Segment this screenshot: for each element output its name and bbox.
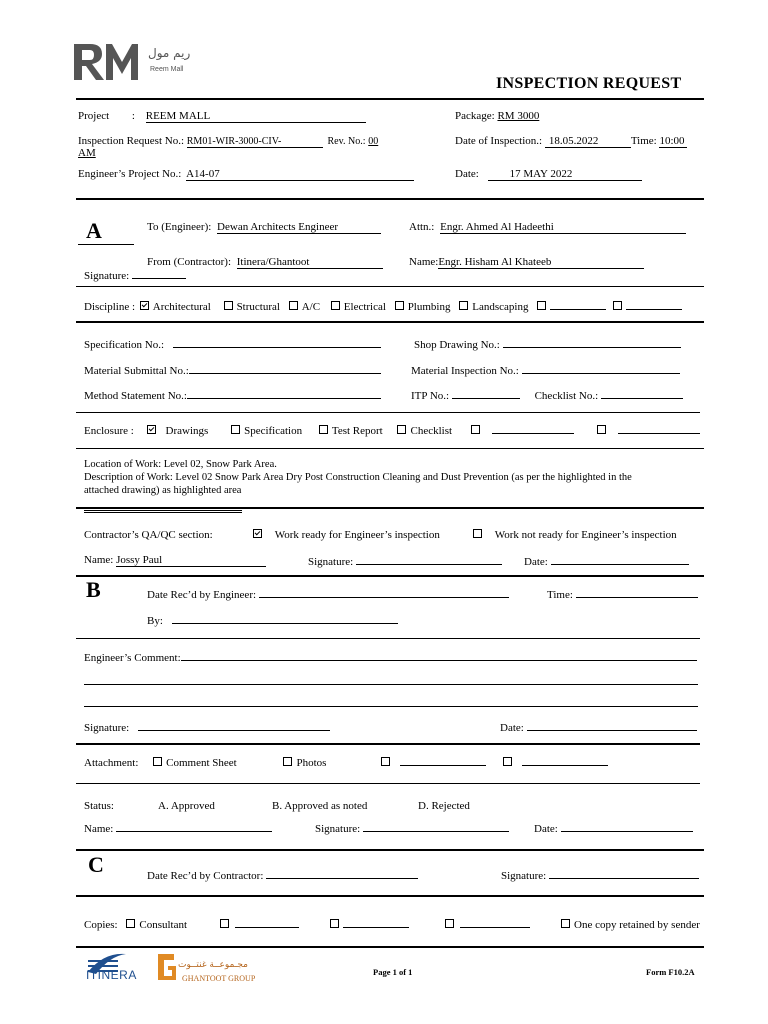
checkbox-attachment-other-1[interactable] — [381, 757, 390, 766]
spec-field[interactable] — [173, 337, 381, 348]
comment-field-2[interactable] — [84, 684, 698, 685]
enclosure-other-1[interactable] — [492, 423, 574, 434]
attachment-label: Attachment: — [84, 757, 139, 769]
project-value: REEM MALL — [146, 111, 366, 123]
signature-b-row — [84, 720, 330, 734]
qa-date-row — [524, 554, 689, 568]
divider-c2 — [76, 946, 704, 948]
project-colon: : — [131, 110, 135, 122]
qa-signature-label: Signature: — [308, 556, 354, 568]
info-divider — [76, 198, 704, 200]
ghantoot-arabic: مجـموعــة غنتــوت — [178, 960, 248, 970]
section-a-letter: A — [86, 218, 102, 243]
qa-date-field[interactable] — [551, 554, 689, 565]
date-recd-contractor-label: Date Rec’d by Contractor: — [147, 870, 264, 882]
itp-label: ITP No.: — [411, 390, 450, 402]
qa-name-value: Jossy Paul — [116, 555, 266, 567]
time-b-row — [547, 587, 698, 601]
doi-value: 18.05.2022 — [545, 136, 631, 148]
ghantoot-name: GHANTOOT GROUP — [182, 974, 256, 983]
msub-field[interactable] — [189, 363, 381, 374]
divider-b1 — [76, 638, 700, 639]
divider-a4 — [76, 448, 704, 449]
name-value: Engr. Hisham Al Khateeb — [438, 257, 644, 269]
doi-label: Date of Inspection.: — [455, 135, 543, 147]
enclosure-row — [84, 423, 700, 437]
qa-not-ready-label: Work not ready for Engineer’s inspection — [494, 529, 677, 541]
project-row — [78, 110, 366, 123]
by-label: By: — [147, 615, 163, 627]
spec-label: Specification No.: — [84, 339, 165, 351]
rev-value: 00 — [368, 136, 379, 147]
enclosure-drawings: Drawings — [165, 425, 209, 437]
qa-label: Contractor’s QA/QC section: — [84, 529, 213, 541]
description-line-1: Description of Work: Level 02 Snow Park Area Dry Post Construction Cleaning and Dust Prevention (as per the highlighted in the — [84, 472, 632, 483]
ir-label: Inspection Request No.: — [78, 135, 185, 147]
copies-row — [84, 917, 700, 931]
checkbox-test-report[interactable] — [319, 425, 328, 434]
itinera-name: ITINERA — [86, 968, 137, 982]
attn-label: Attn.: — [409, 221, 435, 233]
shop-field[interactable] — [503, 337, 681, 348]
status-rejected[interactable]: D. Rejected — [418, 800, 470, 812]
header-divider — [76, 98, 704, 100]
status-signature-label: Signature: — [315, 823, 361, 835]
msub-label: Material Submittal No.: — [84, 365, 189, 377]
time-label: Time: — [630, 135, 657, 147]
checkbox-comment-sheet[interactable] — [153, 757, 162, 766]
enclosure-test-report: Test Report — [331, 425, 383, 437]
status-name-row — [84, 821, 272, 835]
status-name-field[interactable] — [116, 821, 272, 832]
to-row — [147, 221, 381, 234]
discipline-electrical: Electrical — [343, 301, 386, 313]
qa-name-label: Name: — [84, 554, 114, 566]
checkbox-copy-other-2[interactable] — [330, 919, 339, 928]
comment-label: Engineer’s Comment: — [84, 652, 181, 664]
date-recd-contractor-field[interactable] — [266, 868, 418, 879]
discipline-structural: Structural — [236, 301, 280, 313]
eng-proj-label: Engineer’s Project No.: — [78, 168, 182, 180]
enclosure-label: Enclosure : — [84, 425, 134, 437]
discipline-ac: A/C — [301, 301, 321, 313]
minsp-row — [411, 363, 680, 377]
page-title: INSPECTION REQUEST — [496, 75, 682, 92]
discipline-architectural: Architectural — [152, 301, 211, 313]
checkbox-landscaping[interactable] — [459, 301, 468, 310]
qa-signature-field[interactable] — [356, 554, 502, 565]
checkbox-work-ready[interactable] — [253, 529, 262, 538]
checkbox-other-2[interactable] — [613, 301, 622, 310]
location-of-work: Location of Work: Level 02, Snow Park Area. — [84, 459, 277, 470]
checkbox-enclosure-other-2[interactable] — [597, 425, 606, 434]
enclosure-specification: Specification — [244, 425, 303, 437]
checkbox-plumbing[interactable] — [395, 301, 404, 310]
divider-b4 — [76, 849, 704, 851]
enclosure-other-2[interactable] — [618, 423, 700, 434]
time-b-label: Time: — [547, 589, 573, 601]
checkbox-ac[interactable] — [289, 301, 298, 310]
to-label: To (Engineer): — [147, 221, 212, 233]
status-signature-row — [315, 821, 509, 835]
checkbox-consultant[interactable] — [126, 919, 135, 928]
attachment-other-1[interactable] — [400, 755, 486, 766]
date-b-field[interactable] — [527, 720, 697, 731]
status-date-row — [534, 821, 693, 835]
qa-ready-label: Work ready for Engineer’s inspection — [274, 529, 440, 541]
minsp-field[interactable] — [522, 363, 680, 374]
attn-row — [409, 221, 686, 234]
form-number: Form F10.2A — [646, 967, 695, 977]
signature-a-label: Signature: — [84, 270, 130, 282]
name-row — [409, 256, 644, 269]
comment-row — [84, 650, 697, 664]
spec-row — [84, 337, 381, 351]
checkbox-work-not-ready[interactable] — [473, 529, 482, 538]
discipline-label: Discipline : — [84, 301, 136, 313]
other-discipline-1[interactable] — [550, 299, 606, 310]
discipline-row — [84, 299, 682, 313]
divider-b2 — [76, 743, 700, 745]
status-name-label: Name: — [84, 823, 114, 835]
other-discipline-2[interactable] — [626, 299, 682, 310]
name-label: Name: — [409, 256, 439, 268]
by-field[interactable] — [172, 613, 398, 624]
divider-a1 — [76, 286, 704, 287]
section-c-letter: C — [88, 852, 104, 877]
signature-b-label: Signature: — [84, 722, 130, 734]
project-label: Project — [78, 110, 110, 122]
checkbox-drawings[interactable] — [147, 425, 156, 434]
attn-value: Engr. Ahmed Al Hadeethi — [440, 222, 686, 234]
divider-a3 — [76, 412, 700, 413]
checkbox-other-1[interactable] — [537, 301, 546, 310]
qa-ready-option — [253, 529, 440, 541]
page-number: Page 1 of 1 — [373, 967, 413, 977]
attachment-photos: Photos — [296, 757, 327, 769]
to-value: Dewan Architects Engineer — [217, 222, 381, 234]
date-recd-contractor-row — [147, 868, 418, 882]
checkbox-architectural[interactable] — [140, 301, 149, 310]
date-row — [455, 168, 642, 181]
checkbox-structural[interactable] — [224, 301, 233, 310]
status-signature-field[interactable] — [363, 821, 509, 832]
minsp-label: Material Inspection No.: — [411, 365, 519, 377]
date-label: Date: — [455, 168, 479, 180]
checkbox-electrical[interactable] — [331, 301, 340, 310]
checkbox-attachment-other-2[interactable] — [503, 757, 512, 766]
itp-field[interactable] — [452, 388, 520, 399]
discipline-landscaping: Landscaping — [472, 301, 529, 313]
enclosure-checklist: Checklist — [410, 425, 453, 437]
eng-proj-value: A14-07 — [186, 169, 414, 181]
comment-field-1[interactable] — [181, 650, 697, 661]
checkbox-copy-other-3[interactable] — [445, 919, 454, 928]
copy-other-1[interactable] — [235, 917, 299, 928]
divider-a6 — [76, 575, 704, 577]
msub-row — [84, 363, 381, 377]
checkbox-checklist[interactable] — [397, 425, 406, 434]
eng-proj-row — [78, 168, 414, 181]
date-recd-eng-field[interactable] — [259, 587, 509, 598]
date-b-row — [500, 720, 697, 734]
qa-signature-row — [308, 554, 502, 568]
comment-field-3[interactable] — [84, 706, 698, 707]
signature-c-field[interactable] — [549, 868, 699, 879]
from-value: Itinera/Ghantoot — [237, 257, 383, 269]
checkbox-photos[interactable] — [283, 757, 292, 766]
method-field[interactable] — [187, 388, 381, 399]
attachment-other-2[interactable] — [522, 755, 608, 766]
status-approved[interactable]: A. Approved — [158, 800, 215, 812]
method-row — [84, 388, 381, 402]
attachment-row — [84, 755, 608, 769]
checkbox-enclosure-other-1[interactable] — [471, 425, 480, 434]
copy-other-3[interactable] — [460, 917, 530, 928]
date-b-label: Date: — [500, 722, 524, 734]
signature-a-field[interactable] — [132, 268, 186, 279]
signature-c-row — [501, 868, 699, 882]
qa-not-ready-option — [473, 529, 677, 541]
section-a-underline — [78, 244, 134, 245]
description-line-2: attached drawing) as highlighted area — [84, 485, 242, 496]
divider-c1 — [76, 895, 704, 897]
ghantoot-logo-icon — [154, 950, 178, 982]
date-value: 17 MAY 2022 — [488, 169, 642, 181]
divider-a5 — [76, 507, 704, 509]
ir-row — [78, 135, 378, 148]
checklist-no-label: Checklist No.: — [534, 390, 599, 402]
section-b-letter: B — [86, 577, 101, 602]
header-logo — [72, 40, 200, 84]
status-date-label: Date: — [534, 823, 558, 835]
divider-a2 — [76, 321, 704, 323]
time-b-field[interactable] — [576, 587, 698, 598]
discipline-plumbing: Plumbing — [407, 301, 451, 313]
time-value: 10:00 — [659, 136, 687, 148]
copy-other-2[interactable] — [343, 917, 409, 928]
rev-label: Rev. No.: — [327, 136, 366, 147]
copies-label: Copies: — [84, 919, 118, 931]
qa-name-row — [84, 554, 266, 567]
checkbox-specification[interactable] — [231, 425, 240, 434]
status-label: Status: — [84, 800, 114, 812]
logo-arabic: ريم مول — [148, 46, 191, 60]
package-row — [455, 110, 539, 122]
description-underline — [84, 510, 242, 513]
logo-name: Reem Mall — [150, 66, 184, 73]
ir-value: RM01-WIR-3000-CIV- — [187, 137, 323, 148]
copy-consultant: Consultant — [139, 919, 188, 931]
qa-date-label: Date: — [524, 556, 548, 568]
from-label: From (Contractor): — [147, 256, 232, 268]
itp-row — [411, 388, 683, 402]
package-label: Package: — [455, 110, 495, 122]
checkbox-retained[interactable] — [561, 919, 570, 928]
status-date-field[interactable] — [561, 821, 693, 832]
method-label: Method Statement No.: — [84, 390, 187, 402]
signature-b-field[interactable] — [138, 720, 330, 731]
reem-mall-logo-icon — [72, 40, 142, 82]
status-approved-as-noted[interactable]: B. Approved as noted — [272, 800, 368, 812]
doi-row — [455, 135, 687, 148]
shop-label: Shop Drawing No.: — [414, 339, 500, 351]
by-row — [147, 613, 398, 627]
footer-logos — [86, 950, 266, 990]
attachment-comment-sheet: Comment Sheet — [166, 757, 237, 769]
time-value-cont: AM — [78, 147, 96, 159]
checklist-no-field[interactable] — [601, 388, 683, 399]
package-value: RM 3000 — [497, 110, 540, 122]
date-recd-eng-label: Date Rec’d by Engineer: — [147, 589, 257, 601]
signature-a-row — [84, 268, 186, 282]
copy-retained: One copy retained by sender — [574, 919, 700, 931]
checkbox-copy-other-1[interactable] — [220, 919, 229, 928]
shop-row — [414, 337, 681, 351]
date-recd-eng-row — [147, 587, 509, 601]
signature-c-label: Signature: — [501, 870, 547, 882]
divider-b3 — [76, 783, 700, 784]
